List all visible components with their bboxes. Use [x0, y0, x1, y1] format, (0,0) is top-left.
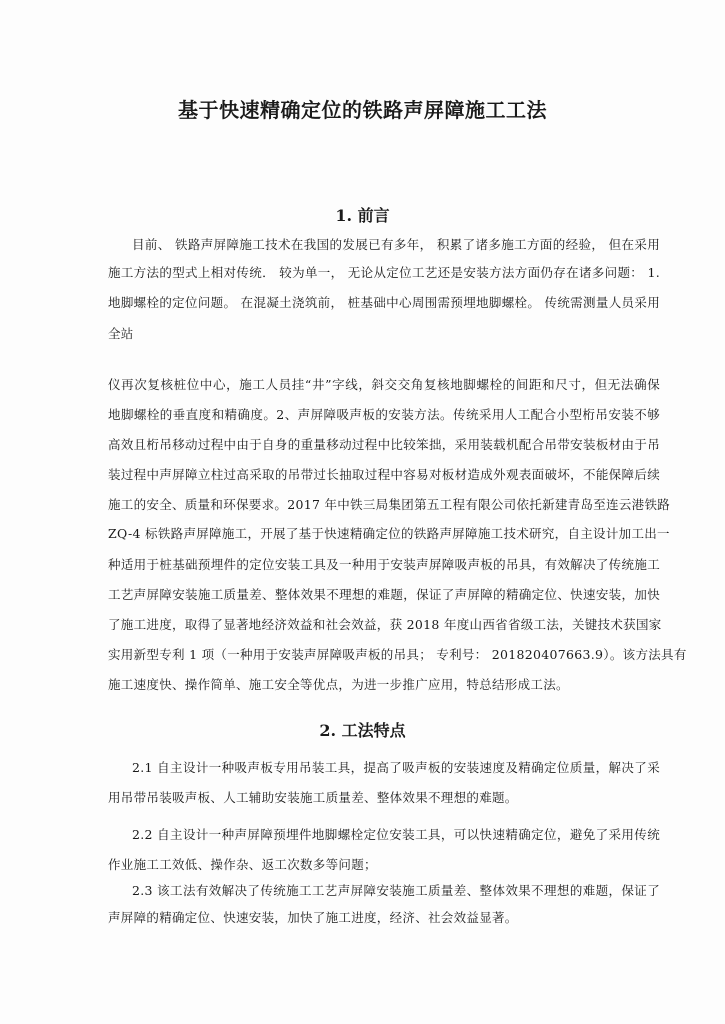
paragraph-line: 目前、 铁路声屏障施工技术在我国的发展已有多年， 积累了诸多施工方面的经验， 但在采用: [132, 237, 660, 252]
paragraph-line: 全站: [108, 326, 134, 341]
paragraph-line: 工艺声屏障安装施工质量差、整体效果不理想的难题，保证了声屏障的精确定位、快速安装，加快: [108, 587, 660, 602]
document-title: 基于快速精确定位的铁路声屏障施工工法: [178, 98, 547, 122]
paragraph-line: 装过程中声屏障立柱过高采取的吊带过长抽取过程中容易对板材造成外观表面破坏，不能保障后续: [108, 467, 660, 482]
paragraph-line: 种适用于桩基础预埋件的定位安装工具及一种用于安装声屏障吸声板的吊具，有效解决了传统施工: [108, 557, 660, 572]
paragraph-line: 施工方法的型式上相对传统． 较为单一， 无论从定位工艺还是安装方法方面仍存在诸多问题： 1.: [108, 265, 660, 280]
paragraph-line: 施工速度快、操作简单、施工安全等优点，为进一步推广应用，特总结形成工法。: [108, 677, 569, 692]
feature-item-line: 用吊带吊装吸声板、人工辅助安装施工质量差、整体效果不理想的难题。: [108, 790, 518, 805]
paragraph-line: 实用新型专利 1 项（一种用于安装声屏障吸声板的吊具； 专利号： 201820407663.9）。该方法具有: [108, 647, 687, 662]
paragraph-line: 了施工进度，取得了显著地经济效益和社会效益，获 2018 年度山西省省级工法，关键技术获国家: [108, 617, 662, 632]
section-heading-features: 2. 工法特点: [319, 721, 406, 740]
paragraph-line: 高效且桁吊移动过程中由于自身的重量移动过程中比较笨拙，采用装载机配合吊带安装板材由于吊: [108, 437, 660, 452]
paragraph-line: ZQ-4 标铁路声屏障施工，开展了基于快速精确定位的铁路声屏障施工技术研究，自主设计加工出一: [108, 526, 670, 541]
paragraph-line: 施工的安全、质量和环保要求。2017 年中铁三局集团第五工程有限公司依托新建青岛至连云港铁路: [108, 497, 671, 512]
feature-item-line: 2.1 自主设计一种吸声板专用吊装工具，提高了吸声板的安装速度及精确定位质量，解决了采: [132, 760, 660, 775]
paragraph-line: 地脚螺栓的垂直度和精确度。2、声屏障吸声板的安装方法。传统采用人工配合小型桁吊安装不够: [108, 407, 660, 422]
feature-item-line: 声屏障的精确定位、快速安装，加快了施工进度，经济、社会效益显著。: [108, 910, 518, 925]
paragraph-line: 地脚螺栓的定位问题。 在混凝土浇筑前， 桩基础中心周围需预埋地脚螺栓。 传统需测量人员采用: [108, 295, 660, 310]
feature-item-line: 2.3 该工法有效解决了传统施工工艺声屏障安装施工质量差、整体效果不理想的难题，保证了: [132, 883, 660, 898]
section-heading-preface: 1. 前言: [335, 206, 390, 225]
feature-item-line: 作业施工工效低、操作杂、返工次数多等问题；: [108, 857, 377, 872]
paragraph-line: 仪再次复核桩位中心，施工人员挂“井”字线，斜交交角复核地脚螺栓的间距和尺寸，但无法确保: [108, 377, 660, 392]
feature-item-line: 2.2 自主设计一种声屏障预埋件地脚螺栓定位安装工具，可以快速精确定位，避免了采用传统: [132, 827, 660, 842]
